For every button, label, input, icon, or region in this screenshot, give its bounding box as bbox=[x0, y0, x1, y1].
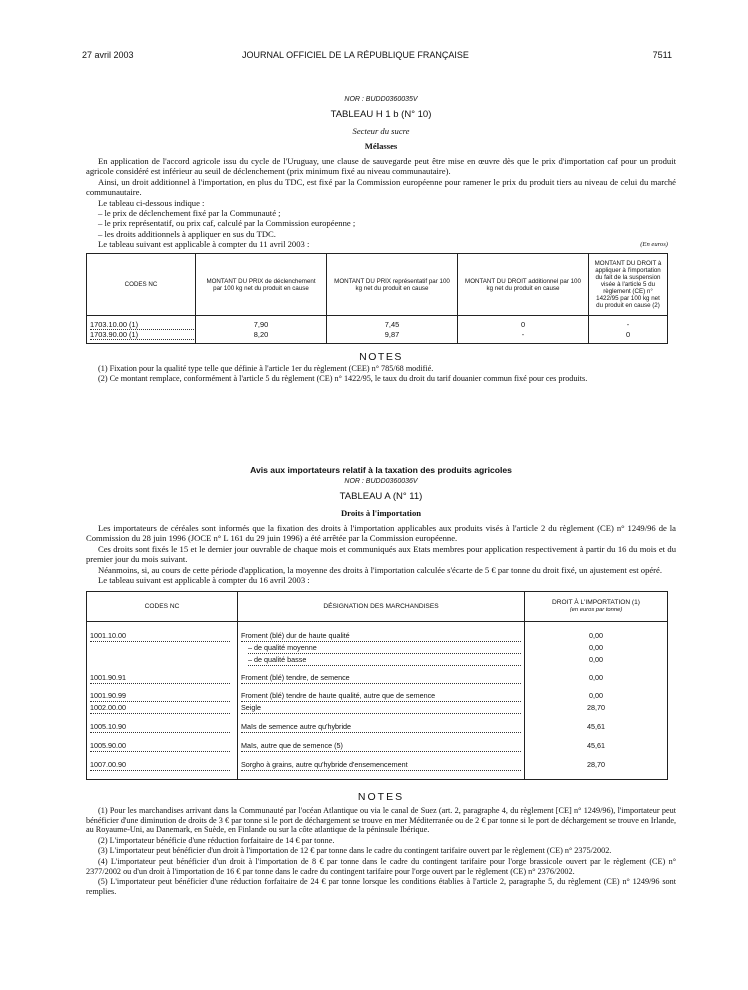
section-melasses bbox=[86, 95, 676, 383]
import-duty-table bbox=[86, 591, 668, 780]
note-item: (2) L'importateur bénéficie d'une réduction forfaitaire de 14 € par tonne. bbox=[98, 835, 335, 845]
import-duty: 28,70 bbox=[525, 752, 668, 780]
nc-code: 1005.90.00 bbox=[90, 740, 230, 752]
table-row bbox=[87, 642, 668, 654]
import-duty: 45,61 bbox=[525, 733, 668, 752]
page-header bbox=[82, 50, 672, 64]
column-header: CODES NC bbox=[87, 592, 238, 622]
note-item: (2) Ce montant remplace, conformément à l'article 5 du règlement (CE) n° 1422/95, le taux du droit du tarif douanier commun fixé pour ces produits. bbox=[98, 373, 588, 383]
paragraph: Les importateurs de céréales sont informés que la fixation des droits à l'importation applicables aux produits visés à l'article 2 du règlement (CE) n° 1249/96 de la Commission du 28 juin 1996 (JOCE n° L 161 du 29 juin 1996) a été arrêtée par la Commission européenne. bbox=[86, 523, 676, 544]
additional-duty: 0 bbox=[458, 316, 589, 331]
header-date: 27 avril 2003 bbox=[82, 50, 134, 60]
additional-duty: - bbox=[458, 330, 589, 344]
duty-header-label: DROIT À L'IMPORTATION (1) bbox=[552, 599, 640, 607]
note-item: (3) L'importateur peut bénéficier d'un droit à l'importation de 12 € par tonne dans le cadre du contingent tarifaire ouvert par le règlement (CE) n° 2375/2002. bbox=[98, 846, 612, 856]
page-number: 7511 bbox=[652, 50, 672, 60]
designation: – de qualité basse bbox=[248, 654, 521, 666]
intro-paragraph-2: Ainsi, un droit additionnel à l'importation, en plus du TDC, est fixé par la Commission européenne pour ramener le prix du produit tiers au niveau de celui du marché communautaire. bbox=[86, 176, 676, 198]
nc-code: 1001.90.91 bbox=[90, 672, 230, 684]
table-row bbox=[87, 330, 668, 344]
paragraph: Néanmoins, si, au cours de cette période d'application, la moyenne des droits à l'importation calculée s'écarte de 5 € par tonne du droit fixé, un ajustement est opéré. bbox=[98, 564, 663, 575]
note-item: (1) Pour les marchandises arrivant dans la Communauté par l'océan Atlantique ou via le canal de Suez (art. 2, paragraphe 4, du règlement [CE] n° 1249/96), l'importateur peut bénéficier d'une diminution de droits de 3 € par tonne si le port de déchargement se trouve en mer Méditerranée ou de 2 € par tonne si le port de déchargement se trouve en Irlande, au Royaume-Uni, au Danemark, en Suède, en Finlande ou sur la côte atlantique de la péninsule Ibérique. bbox=[86, 805, 676, 835]
nc-code: 1002.00.00 bbox=[90, 702, 230, 714]
nor-reference: NOR : BUDD0360036V bbox=[344, 478, 418, 485]
notes-title: NOTES bbox=[359, 351, 403, 364]
table-title: TABLEAU A (N° 11) bbox=[339, 491, 423, 502]
nc-code: 1001.10.00 bbox=[90, 630, 230, 642]
sector-title: Secteur du sucre bbox=[352, 126, 410, 136]
applied-duty: 0 bbox=[589, 330, 668, 344]
applicable-date: Le tableau suivant est applicable à compter du 11 avril 2003 : bbox=[98, 239, 310, 250]
table-title: TABLEAU H 1 b (N° 10) bbox=[330, 109, 432, 120]
import-duty: 45,61 bbox=[525, 714, 668, 733]
column-header bbox=[525, 592, 668, 622]
import-duty: 0,00 bbox=[525, 666, 668, 684]
import-duty: 0,00 bbox=[525, 654, 668, 666]
section-cereals bbox=[86, 464, 676, 896]
journal-title: JOURNAL OFFICIEL DE LA RÉPUBLIQUE FRANÇAISE bbox=[242, 50, 469, 60]
product-title: Mélasses bbox=[364, 141, 398, 151]
applicable-date: Le tableau suivant est applicable à compter du 16 avril 2003 : bbox=[98, 575, 310, 586]
nc-code bbox=[87, 642, 238, 654]
designation: Froment (blé) tendre, de semence bbox=[241, 672, 521, 684]
nc-code: 1005.10.90 bbox=[90, 721, 230, 733]
currency-note: (En euros) bbox=[640, 241, 668, 249]
designation: Sorgho à grains, autre qu'hybride d'ensemencement bbox=[241, 759, 521, 771]
applied-duty: - bbox=[589, 316, 668, 331]
representative-price: 7,45 bbox=[327, 316, 458, 331]
table-row bbox=[87, 666, 668, 684]
bullet-item: – le prix représentatif, ou prix caf, calculé par la Commission européenne ; bbox=[98, 218, 356, 229]
trigger-price: 8,20 bbox=[196, 330, 327, 344]
paragraph: Ces droits sont fixés le 15 et le dernier jour ouvrable de chaque mois et communiqués aux Etats membres pour application respectivement à partir du 16 du mois et du premier jour du mois suivant. bbox=[86, 543, 676, 565]
note-item: (4) L'importateur peut bénéficier d'un droit à l'importation de 8 € par tonne dans le cadre du contingent tarifaire pour l'orge brassicole ouvert par le règlement (CE) n° 2377/2002 ou d'un droit à l'importation de 16 € par tonne dans le cadre du contingent tarifaire pour l'orge ouvert par le règlement (CE) n° 2376/2002. bbox=[86, 856, 676, 876]
import-duty: 0,00 bbox=[525, 642, 668, 654]
nc-code bbox=[87, 654, 238, 666]
intro-paragraph-1: En application de l'accord agricole issu du cycle de l'Uruguay, une clause de sauvegarde peut être mise en œuvre dès que le prix d'importation caf pour un produit agricole considéré est inférieur au seuil de déclenchement (prix minimum fixé au niveau communautaire). bbox=[86, 156, 676, 177]
representative-price: 9,87 bbox=[327, 330, 458, 344]
note-item: (5) L'importateur peut bénéficier d'une réduction forfaitaire de 24 € par tonne lorsque les conditions établies à l'article 2, paragraphe 5, du règlement (CE) n° 1249/96 sont remplies. bbox=[86, 877, 676, 896]
designation: Maïs, autre que de semence (5) bbox=[241, 740, 521, 752]
nor-reference: NOR : BUDD0360035V bbox=[344, 96, 418, 103]
designation: Seigle bbox=[241, 702, 521, 714]
column-header: MONTANT DU DROIT à appliquer à l'importation du fait de la suspension visée à l'article 5 du règlement (CE) n° 1422/95 par 100 kg net du produit en cause (2) bbox=[589, 254, 668, 316]
designation: Froment (blé) dur de haute qualité bbox=[241, 630, 521, 642]
designation: – de qualité moyenne bbox=[248, 642, 521, 654]
import-duty: 28,70 bbox=[525, 702, 668, 714]
import-duty: 0,00 bbox=[525, 684, 668, 702]
column-header: MONTANT DU PRIX représentatif par 100 kg net du produit en cause bbox=[327, 254, 458, 316]
nc-code: 1703.90.00 (1) bbox=[90, 330, 194, 340]
table-row bbox=[87, 702, 668, 714]
import-duty: 0,00 bbox=[525, 630, 668, 642]
table-row bbox=[87, 684, 668, 702]
melasses-table bbox=[86, 253, 668, 344]
table-row bbox=[87, 714, 668, 733]
bullet-item: – les droits additionnels à appliquer en sus du TDC. bbox=[98, 228, 276, 239]
nc-code: 1001.90.99 bbox=[90, 690, 230, 702]
bullet-item: – le prix de déclenchement fixé par la Communauté ; bbox=[98, 208, 281, 219]
intro-paragraph-3: Le tableau ci-dessous indique : bbox=[98, 197, 205, 208]
column-header: DÉSIGNATION DES MARCHANDISES bbox=[238, 592, 525, 622]
table-row bbox=[87, 733, 668, 752]
nc-code: 1703.10.00 (1) bbox=[90, 320, 194, 330]
note-item: (1) Fixation pour la qualité type telle que définie à l'article 1er du règlement (CEE) n° 785/68 modifié. bbox=[98, 364, 434, 374]
table-row bbox=[87, 752, 668, 780]
table-row bbox=[87, 316, 668, 331]
column-header: MONTANT DU PRIX de déclenchement par 100 kg net du produit en cause bbox=[196, 254, 327, 316]
table-row bbox=[87, 654, 668, 666]
trigger-price: 7,90 bbox=[196, 316, 327, 331]
nc-code: 1007.00.90 bbox=[90, 759, 230, 771]
duty-header-unit: (en euros par tonne) bbox=[569, 606, 623, 613]
notice-title: Avis aux importateurs relatif à la taxation des produits agricoles bbox=[250, 465, 512, 475]
designation: Maïs de semence autre qu'hybride bbox=[241, 721, 521, 733]
column-header: CODES NC bbox=[87, 254, 196, 316]
subtitle: Droits à l'importation bbox=[340, 508, 422, 518]
notes-title: NOTES bbox=[357, 790, 405, 803]
table-row bbox=[87, 630, 668, 642]
column-header: MONTANT DU DROIT additionnel par 100 kg net du produit en cause bbox=[458, 254, 589, 316]
designation: Froment (blé) tendre de haute qualité, autre que de semence bbox=[241, 690, 521, 702]
